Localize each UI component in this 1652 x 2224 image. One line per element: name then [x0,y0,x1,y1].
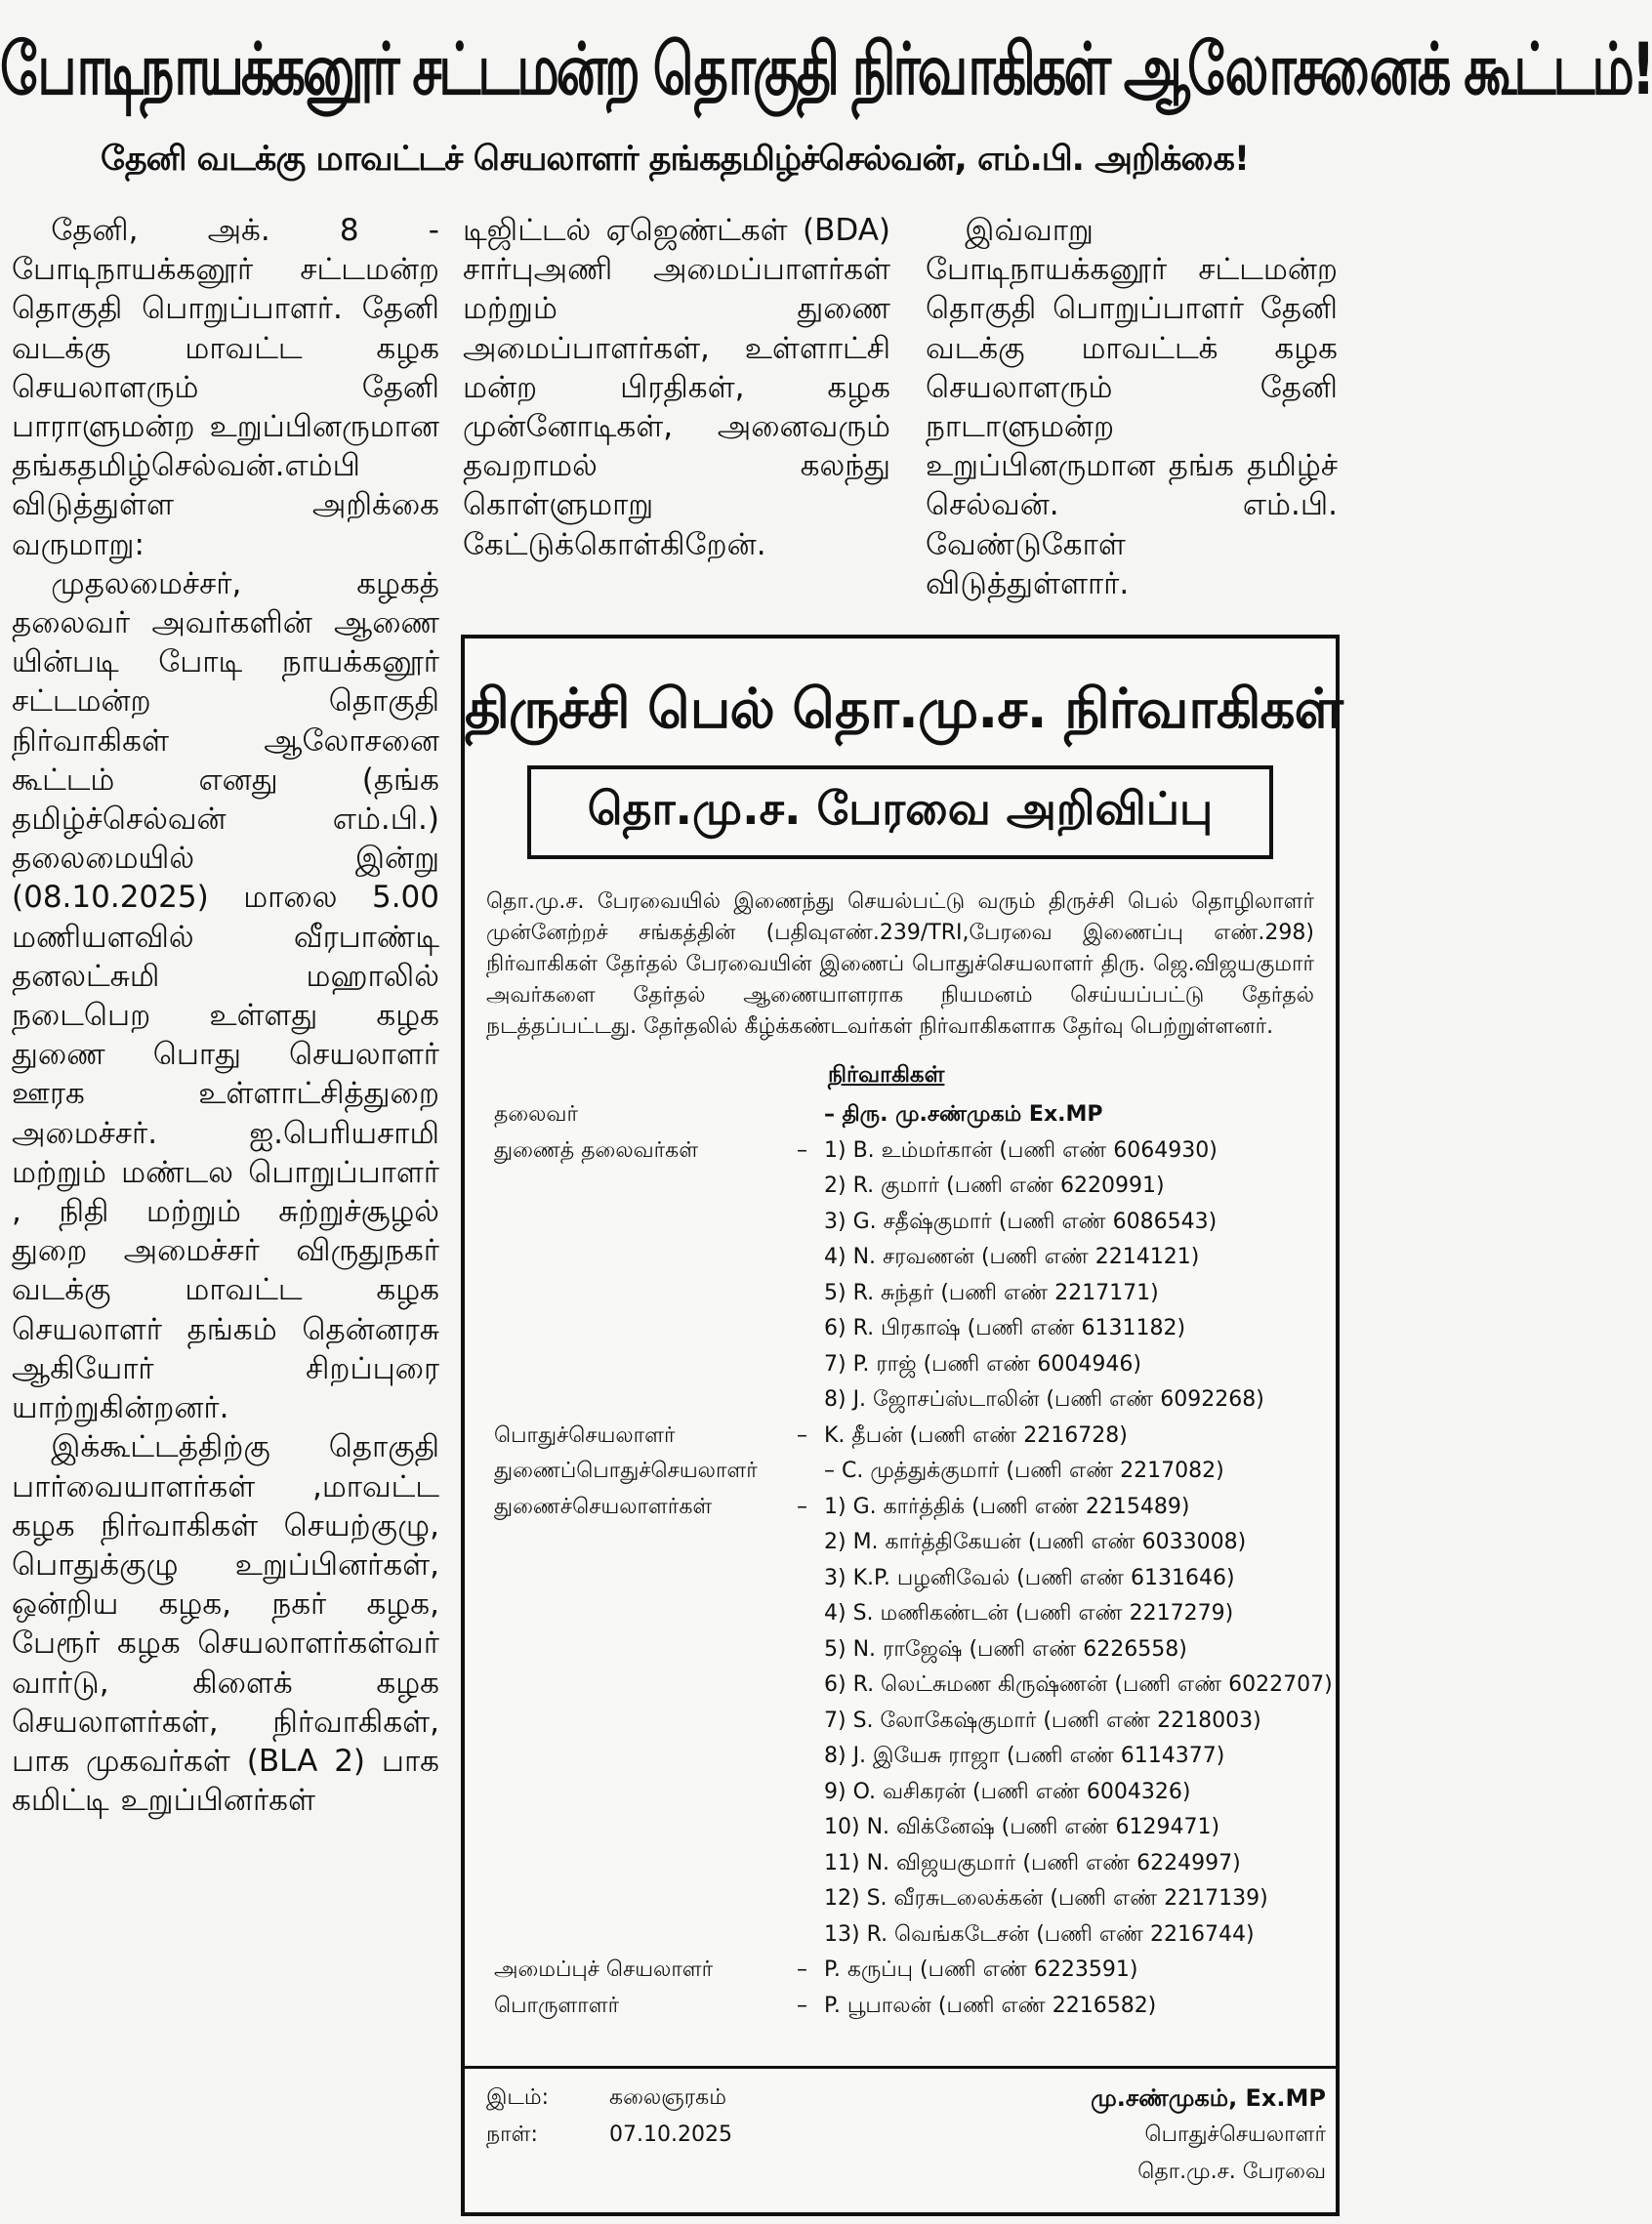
notice-title: திருச்சி பெல் தொ.மு.ச. நிர்வாகிகள் [465,678,1342,741]
official-name: 10) N. விக்னேஷ் (பணி எண் 6129471) [824,1815,1220,1839]
date-label: நாள்: [486,2122,538,2147]
official-name: 1) B. உம்மர்கான் (பணி எண் 6064930) [824,1137,1218,1163]
official-row [465,1775,1336,1811]
official-dash [797,1525,824,1561]
official-position [465,1917,797,1954]
designation: பொதுச்செயலாளர் [1144,2122,1326,2147]
official-position: அமைப்புச் செயலாளர் [494,1957,714,1982]
official-position [465,1739,797,1775]
official-position [465,1846,797,1882]
official-name: – C. முத்துக்குமார் (பணி எண் 2217082) [824,1459,1224,1483]
official-name: 8) J. இயேசு ராஜா (பணி எண் 6114377) [824,1744,1225,1768]
article-column-left [12,211,439,1820]
article-column-middle [463,211,890,564]
article-paragraph: முதலமைச்சர், கழகத் தலைவர் அவர்களின் ஆணை யின்படி போடி நாயக்கனூர் சட்டமன்ற தொகுதி நிர்வாகிகள் ஆலோசனை கூட்டம் எனது (தங்க தமிழ்ச்செல்வன் எம்.பி.) தலைமையில் இன்று (08.10.2025) மாலை 5.00 மணியளவில் வீரபாண்டி தனலட்சுமி மஹாலில் நடைபெற உள்ளது கழக துணை பொது செயலாளர் ஊரக உள்ளாட்சித்துறை அமைச்சர். ஐ.பெரியசாமி மற்றும் மண்டல பொறுப்பாளர் , நிதி மற்றும் சுற்றுச்சூழல் துறை அமைச்சர் விருதுநகர் வடக்கு மாவட்ட கழக செயலாளர் தங்கம் தென்னரசு ஆகியோர் சிறப்புரை யாற்றுகின்றனர். [12,565,439,1426]
official-position: தலைவர் [494,1102,578,1127]
official-position [465,1561,797,1597]
official-row [465,1347,1336,1383]
footer-divider [465,2066,1336,2069]
official-position: துணைச்செயலாளர்கள் [494,1494,713,1519]
official-dash [797,1632,824,1668]
official-name: 1) G. கார்த்திக் (பணி எண் 2215489) [824,1494,1190,1519]
official-name: K. தீபன் (பணி எண் 2216728) [824,1422,1128,1448]
official-row [465,1881,1336,1917]
official-position [465,1205,797,1241]
official-name: 9) O. வசிகரன் (பணி எண் 6004326) [824,1779,1191,1804]
official-dash [797,1739,824,1775]
official-dash: – [797,1494,807,1519]
official-row [465,1419,1336,1455]
official-row [465,1205,1336,1241]
official-name: P. பூபாலன் (பணி எண் 2216582) [824,1993,1157,2018]
official-position [465,1240,797,1276]
official-position: துணைத் தலைவர்கள் [494,1137,699,1163]
official-row [465,1704,1336,1740]
official-dash [797,1596,824,1632]
signatory: மு.சண்முகம், Ex.MP [1091,2084,1326,2112]
date-value: 07.10.2025 [609,2122,732,2147]
official-dash: – [797,1957,807,1982]
official-position [465,1668,797,1704]
official-dash: – [797,1993,807,2018]
official-position [465,1525,797,1561]
official-row [465,1133,1336,1170]
headline: போடிநாயக்கனூர் சட்டமன்ற தொகுதி நிர்வாகிகள் ஆலோசனைக் கூட்டம்! [0,27,1652,111]
official-row [465,1382,1336,1419]
official-dash [797,1382,824,1419]
official-row [465,1311,1336,1347]
official-position [465,1347,797,1383]
official-dash [797,1205,824,1241]
place-label: இடம்: [486,2085,550,2110]
official-row [465,1490,1336,1526]
official-position [465,1276,797,1312]
place-value: கலைஞரகம் [609,2085,726,2110]
official-row [465,1953,1336,1989]
official-position [465,1775,797,1811]
official-name: 7) S. லோகேஷ்குமார் (பணி எண் 2218003) [824,1708,1261,1733]
official-name: 4) N. சரவணன் (பணி எண் 2214121) [824,1245,1200,1269]
officials-heading: நிர்வாகிகள் [828,1062,945,1088]
official-dash [797,1169,824,1205]
official-position [465,1169,797,1205]
official-row [465,1810,1336,1846]
official-name: 5) N. ராஜேஷ் (பணி எண் 6226558) [824,1636,1187,1662]
official-row [465,1525,1336,1561]
official-dash [797,1276,824,1312]
official-dash [797,1240,824,1276]
notice-footer [486,2080,1326,2191]
official-name: 4) S. மணிகண்டன் (பணி எண் 2217279) [824,1601,1234,1626]
official-row [465,1561,1336,1597]
official-dash [797,1097,824,1133]
article-paragraph: இவ்வாறு போடிநாயக்கனூர் சட்டமன்ற தொகுதி பொறுப்பாளர் தேனி வடக்கு மாவட்டக் கழக செயலாளரும் தேனி நாடாளுமன்ற உறுப்பினருமான தங்க தமிழ்ச் செல்வன். எம்.பி. வேண்டுகோள் விடுத்துள்ளார். [926,213,1338,601]
official-dash: – [797,1422,807,1448]
official-dash [797,1668,824,1704]
official-dash [797,1881,824,1917]
official-name: 2) R. குமார் (பணி எண் 6220991) [824,1174,1165,1198]
official-position [465,1810,797,1846]
official-position: பொருளாளர் [494,1993,620,2018]
official-dash [797,1347,824,1383]
official-dash [797,1775,824,1811]
official-name: 6) R. லெட்சுமண கிருஷ்ணன் (பணி எண் 6022707) [824,1672,1333,1697]
official-row [465,1276,1336,1312]
official-row [465,1668,1336,1704]
official-row [465,1454,1336,1490]
notice-box [461,635,1340,2216]
official-name: 8) J. ஜோசப்ஸ்டாலின் (பணி எண் 6092268) [824,1387,1264,1412]
official-name: 12) S. வீரசுடலைக்கன் (பணி எண் 2217139) [824,1886,1268,1911]
official-position [465,1596,797,1632]
official-name: P. கருப்பு (பணி எண் 6223591) [824,1957,1138,1982]
official-row [465,1632,1336,1668]
official-position [465,1704,797,1740]
official-row [465,1739,1336,1775]
official-dash [797,1810,824,1846]
official-name: 11) N. விஜயகுமார் (பணி எண் 6224997) [824,1850,1241,1875]
official-dash [797,1704,824,1740]
official-position [465,1382,797,1419]
official-row [465,1097,1336,1133]
official-position: பொதுச்செயலாளர் [494,1422,676,1448]
official-row [465,1169,1336,1205]
subheadline: தேனி வடக்கு மாவட்டச் செயலாளர் தங்கதமிழ்ச்செல்வன், எம்.பி. அறிக்கை! [100,140,1250,179]
official-dash [797,1311,824,1347]
article-column-right [926,211,1338,603]
organisation: தொ.மு.ச. பேரவை [1137,2160,1326,2184]
official-name: 3) K.P. பழனிவேல் (பணி எண் 6131646) [824,1565,1235,1590]
official-dash [797,1846,824,1882]
official-name: 5) R. சுந்தர் (பணி எண் 2217171) [824,1280,1159,1305]
article-paragraph: இக்கூட்டத்திற்கு தொகுதி பார்வையாளர்கள் ,மாவட்ட கழக நிர்வாகிகள் செயற்குழு, பொதுக்குழு உறுப்பினர்கள், ஒன்றிய கழக, நகர் கழக, பேரூர் கழக செயலாளர்கள்வர் வார்டு, கிளைக் கழக செயலாளர்கள், நிர்வாகிகள், பாக முகவர்கள் (BLA 2) பாக கமிட்டி உறுப்பினர்கள் [12,1429,439,1819]
official-name: – திரு. மு.சண்முகம் Ex.MP [824,1102,1103,1127]
official-row [465,1989,1336,2025]
official-dash [797,1561,824,1597]
article-paragraph: தேனி, அக். 8 - போடிநாயக்கனூர் சட்டமன்ற தொகுதி பொறுப்பாளர். தேனி வடக்கு மாவட்ட கழக செயலாளரும் தேனி பாராளுமன்ற உறுப்பினருமான தங்கதமிழ்செல்வன்.எம்பி விடுத்துள்ள அறிக்கை வருமாறு: [12,213,439,562]
official-position [465,1311,797,1347]
official-name: 2) M. கார்த்திகேயன் (பணி எண் 6033008) [824,1530,1247,1554]
official-name: 6) R. பிரகாஷ் (பணி எண் 6131182) [824,1316,1186,1340]
official-row [465,1917,1336,1954]
official-dash: – [797,1137,807,1163]
official-position [465,1881,797,1917]
article-paragraph: டிஜிட்டல் ஏஜெண்ட்கள் (BDA) சார்புஅணி அமைப்பாளர்கள் மற்றும் துணை அமைப்பாளர்கள், உள்ளாட்சி மன்ற பிரதிகள், கழக முன்னோடிகள், அனைவரும் தவறாமல் கலந்து கொள்ளுமாறு கேட்டுக்கொள்கிறேன். [463,213,890,562]
official-name: 3) G. சதீஷ்குமார் (பணி எண் 6086543) [824,1209,1218,1234]
official-row [465,1846,1336,1882]
notice-subtitle: தொ.மு.ச. பேரவை அறிவிப்பு [527,765,1273,859]
official-row [465,1240,1336,1276]
notice-intro: தொ.மு.ச. பேரவையில் இணைந்து செயல்பட்டு வரும் திருச்சி பெல் தொழிலாளர் முன்னேற்றச் சங்கத்தின் (பதிவுஎண்.239/TRI,பேரவை இணைப்பு எண்.298) நிர்வாகிகள் தேர்தல் பேரவையின் இணைப் பொதுச்செயலாளர் திரு. ஜெ.விஜயகுமார் அவர்களை தேர்தல் ஆணையாளராக நியமனம் செய்யப்பட்டு தேர்தல் நடத்தப்பட்டது. தேர்தலில் கீழ்க்கண்டவர்கள் நிர்வாகிகளாக தேர்வு பெற்றுள்ளனர். [486,889,1314,1039]
official-dash [797,1454,824,1490]
official-position [465,1632,797,1668]
official-dash [797,1917,824,1954]
official-row [465,1596,1336,1632]
officials-list [465,1097,1336,2024]
official-position: துணைப்பொதுச்செயலாளர் [494,1459,758,1483]
official-name: 7) P. ராஜ் (பணி எண் 6004946) [824,1351,1141,1377]
official-name: 13) R. வெங்கடேசன் (பணி எண் 2216744) [824,1921,1255,1947]
